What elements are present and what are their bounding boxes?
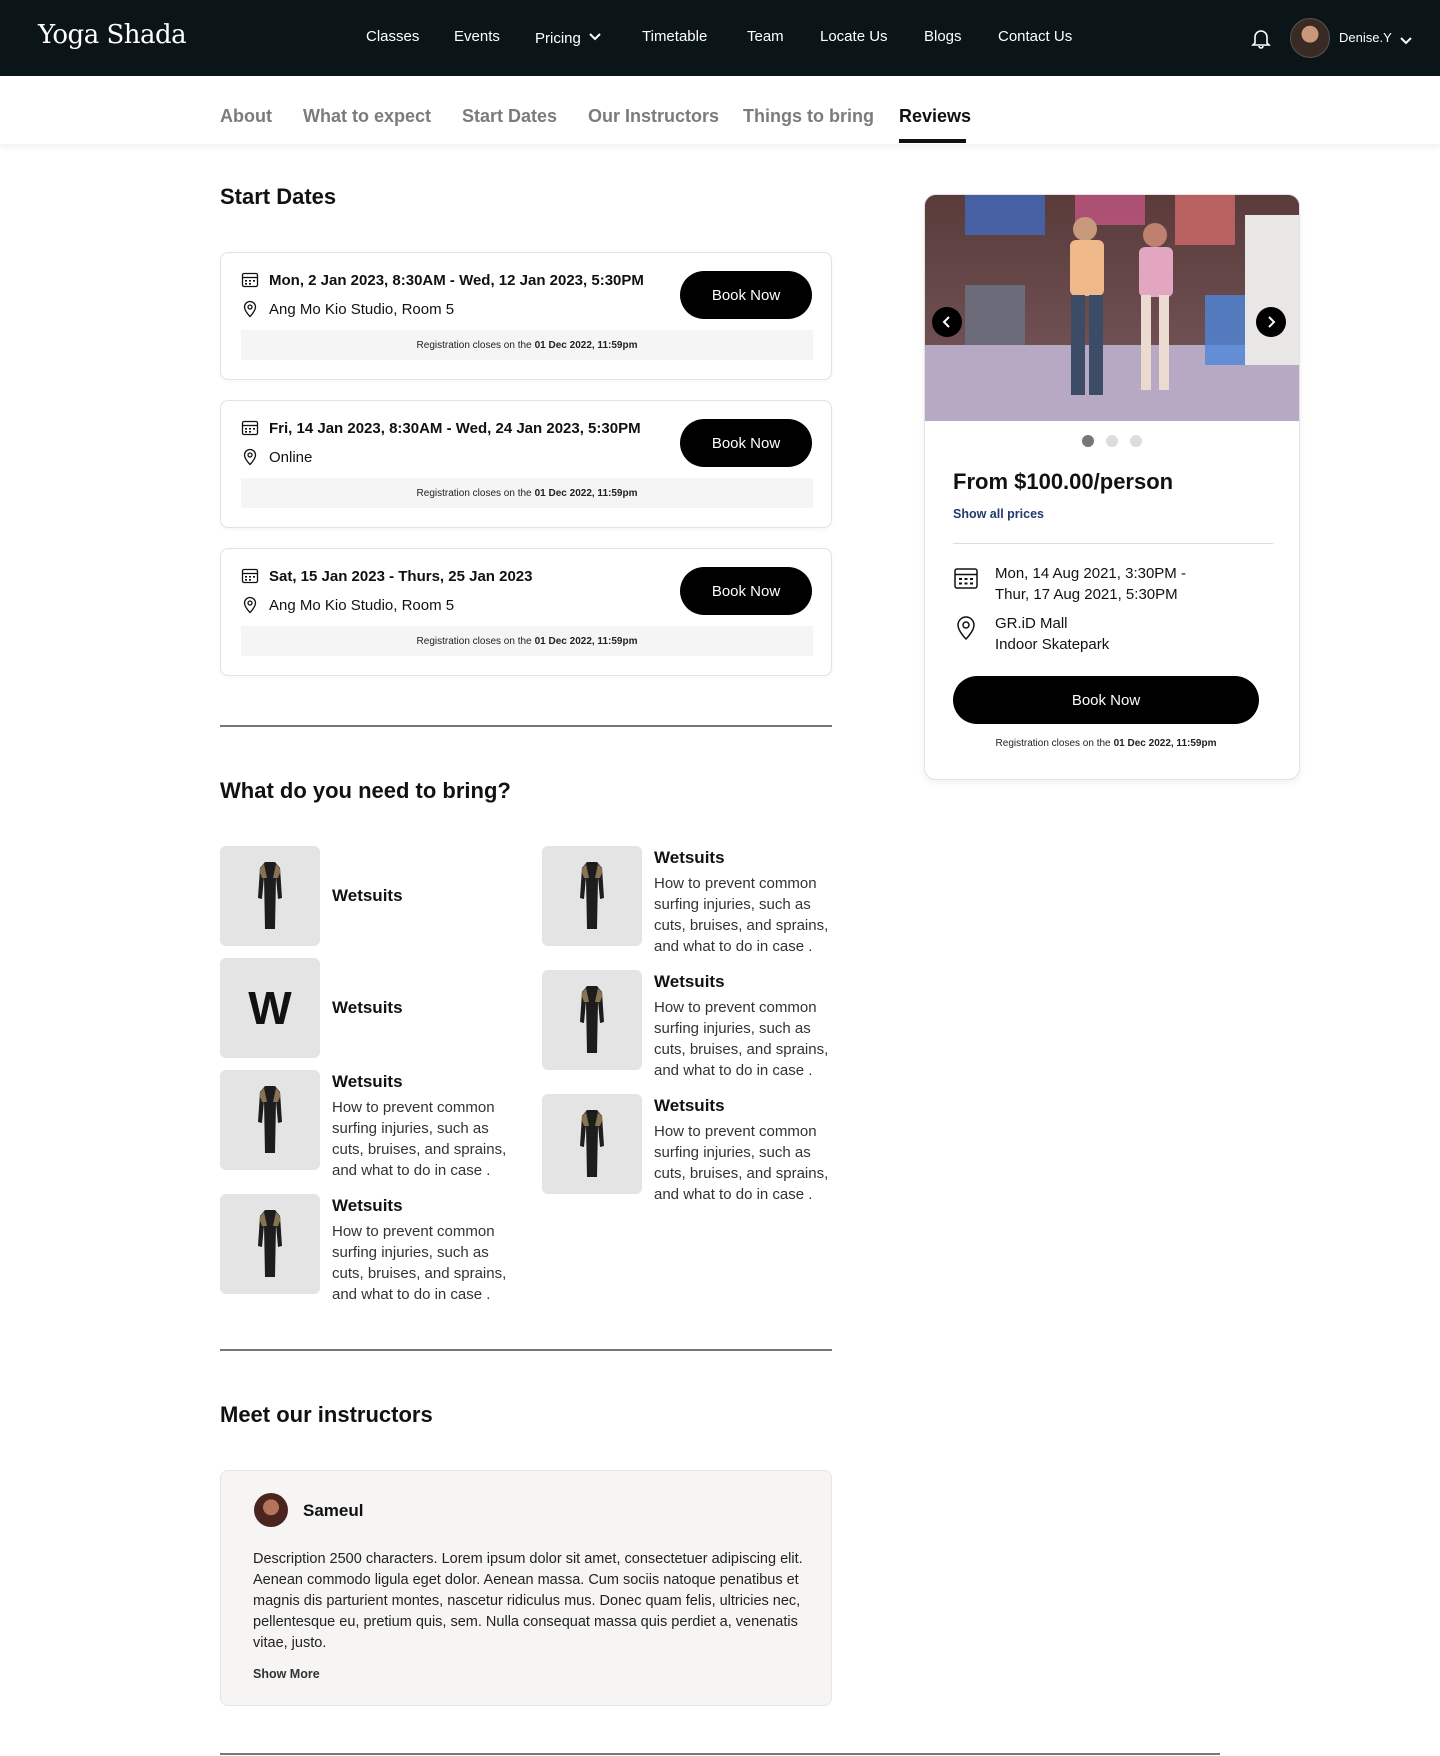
nav-item-classes[interactable]: Classes: [366, 28, 420, 45]
nav-item-timetable[interactable]: Timetable: [642, 28, 708, 45]
dancers-photo: [925, 195, 1300, 421]
nav-item-pricing-label: Pricing: [535, 30, 581, 47]
calendar-icon: [241, 271, 259, 289]
nav-item-pricing[interactable]: [535, 28, 601, 47]
date-card: [220, 252, 832, 380]
instructor-card: [220, 1470, 832, 1706]
wetsuit-image: [542, 846, 642, 946]
location-text: Online: [269, 448, 313, 466]
card-divider: [953, 543, 1273, 544]
location-pin-icon: [241, 596, 259, 614]
wetsuit-image: [220, 846, 320, 946]
date-range: [241, 419, 641, 437]
bring-item-title: Wetsuits: [654, 972, 725, 991]
instructor-description: Description 2500 characters. Lorem ipsum dolor sit amet, consectetuer adipiscing elit. Aenean commodo ligula eget dolor. Aenean massa. Cum sociis natoque penatibus et magnis dis parturient montes, nascetur ridiculus mus. Donec quam felis, ultricies nec, pellentesque eu, pretium quis, sem. Nulla consequat massa quis perdiet a, venenatis vitae, justo.: [253, 1551, 803, 1651]
registration-prefix: Registration closes on the: [416, 635, 532, 647]
bring-item-description: How to prevent common surfing injuries, such as cuts, bruises, and sprains, and what to do in case .: [332, 1223, 507, 1303]
bring-heading: What do you need to bring?: [220, 778, 511, 803]
booking-card: [924, 194, 1300, 780]
registration-note: [241, 330, 813, 360]
carousel-next-button[interactable]: [1256, 307, 1286, 337]
date-card: [220, 548, 832, 676]
bring-item-title: Wetsuits: [332, 1072, 403, 1091]
book-now-button[interactable]: Book Now: [680, 567, 812, 615]
tab-our-instructors[interactable]: Our Instructors: [588, 106, 720, 126]
date-range: [241, 271, 644, 289]
bring-item-title: Wetsuits: [654, 848, 725, 867]
chevron-down-icon[interactable]: [1400, 32, 1412, 50]
top-navbar: [0, 0, 1440, 76]
letter-placeholder: W: [248, 982, 292, 1034]
book-now-button[interactable]: Book Now: [680, 419, 812, 467]
show-more-link[interactable]: Show More: [253, 1667, 320, 1681]
active-tab-indicator: [899, 139, 966, 143]
nav-item-team[interactable]: Team: [747, 28, 784, 45]
start-dates-heading: Start Dates: [220, 184, 337, 209]
registration-date: 01 Dec 2022, 11:59pm: [534, 635, 638, 647]
nav-item-blogs[interactable]: Blogs: [924, 28, 962, 45]
section-divider: [220, 725, 832, 727]
bring-item-title: Wetsuits: [332, 1196, 403, 1215]
date-range-text: Sat, 15 Jan 2023 - Thurs, 25 Jan 2023: [269, 567, 533, 585]
book-now-button[interactable]: Book Now: [680, 271, 812, 319]
wetsuit-image: [220, 1194, 320, 1294]
nav-item-contact-us[interactable]: Contact Us: [998, 28, 1073, 45]
registration-date: 01 Dec 2022, 11:59pm: [534, 487, 638, 499]
location: [241, 596, 454, 614]
tab-things-to-bring[interactable]: Things to bring: [743, 106, 874, 126]
event-dates-start: Mon, 14 Aug 2021, 3:30PM -: [995, 565, 1186, 582]
bring-item-title: Wetsuits: [332, 998, 403, 1017]
location-pin-icon: [241, 300, 259, 318]
date-range-text: Fri, 14 Jan 2023, 8:30AM - Wed, 24 Jan 2023, 5:30PM: [269, 419, 641, 437]
calendar-icon: [241, 567, 259, 585]
carousel-prev-button[interactable]: [932, 307, 962, 337]
nav-item-events[interactable]: Events: [454, 28, 500, 45]
section-divider: [220, 1349, 832, 1351]
tab-what-to-expect[interactable]: What to expect: [303, 106, 432, 126]
registration-note: [241, 626, 813, 656]
bring-item-description: How to prevent common surfing injuries, such as cuts, bruises, and sprains, and what to do in case .: [654, 999, 829, 1079]
location: [241, 448, 312, 466]
wetsuit-image: [542, 970, 642, 1070]
tab-start-dates[interactable]: Start Dates: [462, 106, 558, 126]
instructor-avatar: [254, 1493, 288, 1527]
date-range-text: Mon, 2 Jan 2023, 8:30AM - Wed, 12 Jan 2023, 5:30PM: [269, 271, 644, 289]
registration-date: 01 Dec 2022, 11:59pm: [534, 339, 638, 351]
date-card: [220, 400, 832, 528]
carousel-dot[interactable]: [1130, 435, 1142, 447]
chevron-right-icon: [1266, 316, 1276, 328]
location-pin-icon: [953, 615, 979, 641]
brand-logo[interactable]: Yoga Shada: [38, 20, 187, 50]
chevron-left-icon: [942, 316, 952, 328]
instructors-heading: Meet our instructors: [220, 1402, 433, 1427]
registration-date: 01 Dec 2022, 11:59pm: [1113, 738, 1217, 749]
carousel-dot[interactable]: [1082, 435, 1094, 447]
book-now-button[interactable]: Book Now: [953, 676, 1259, 724]
registration-note: [241, 478, 813, 508]
letter-placeholder-image: [220, 958, 320, 1058]
location-venue: GR.iD Mall: [995, 615, 1068, 632]
registration-prefix: Registration closes on the: [416, 339, 532, 351]
carousel-image: [925, 195, 1300, 421]
tab-reviews[interactable]: Reviews: [899, 106, 972, 126]
location-room: Indoor Skatepark: [995, 636, 1110, 653]
location-pin-icon: [241, 448, 259, 466]
user-avatar[interactable]: [1290, 18, 1330, 58]
section-divider: [220, 1753, 1220, 1755]
event-location: [953, 613, 1109, 655]
date-range: [241, 567, 532, 585]
tab-about[interactable]: About: [220, 106, 272, 126]
user-name[interactable]: Denise.Y: [1339, 30, 1392, 45]
bring-item-title: Wetsuits: [654, 1096, 725, 1115]
bell-icon[interactable]: [1250, 27, 1272, 49]
wetsuit-image: [542, 1094, 642, 1194]
location-text: Ang Mo Kio Studio, Room 5: [269, 596, 455, 614]
location-text: Ang Mo Kio Studio, Room 5: [269, 300, 455, 318]
price-label: From $100.00/person: [953, 469, 1174, 494]
event-dates: [953, 563, 1186, 605]
bring-item-description: How to prevent common surfing injuries, such as cuts, bruises, and sprains, and what to do in case .: [654, 875, 829, 955]
show-all-prices-link[interactable]: Show all prices: [953, 507, 1045, 521]
section-tabs: [0, 76, 1440, 144]
registration-note: [925, 738, 1287, 749]
instructor-name: Sameul: [303, 1501, 364, 1520]
carousel-dot[interactable]: [1106, 435, 1118, 447]
bring-item-description: How to prevent common surfing injuries, such as cuts, bruises, and sprains, and what to do in case .: [654, 1123, 829, 1203]
registration-prefix: Registration closes on the: [995, 738, 1111, 749]
registration-prefix: Registration closes on the: [416, 487, 532, 499]
bring-item-title: Wetsuits: [332, 886, 403, 905]
chevron-down-icon: [589, 28, 601, 45]
location: [241, 300, 454, 318]
nav-item-locate-us[interactable]: Locate Us: [820, 28, 888, 45]
event-dates-end: Thur, 17 Aug 2021, 5:30PM: [995, 586, 1178, 603]
calendar-icon: [953, 565, 979, 591]
wetsuit-image: [220, 1070, 320, 1170]
bring-item-description: How to prevent common surfing injuries, such as cuts, bruises, and sprains, and what to do in case .: [332, 1099, 507, 1179]
calendar-icon: [241, 419, 259, 437]
